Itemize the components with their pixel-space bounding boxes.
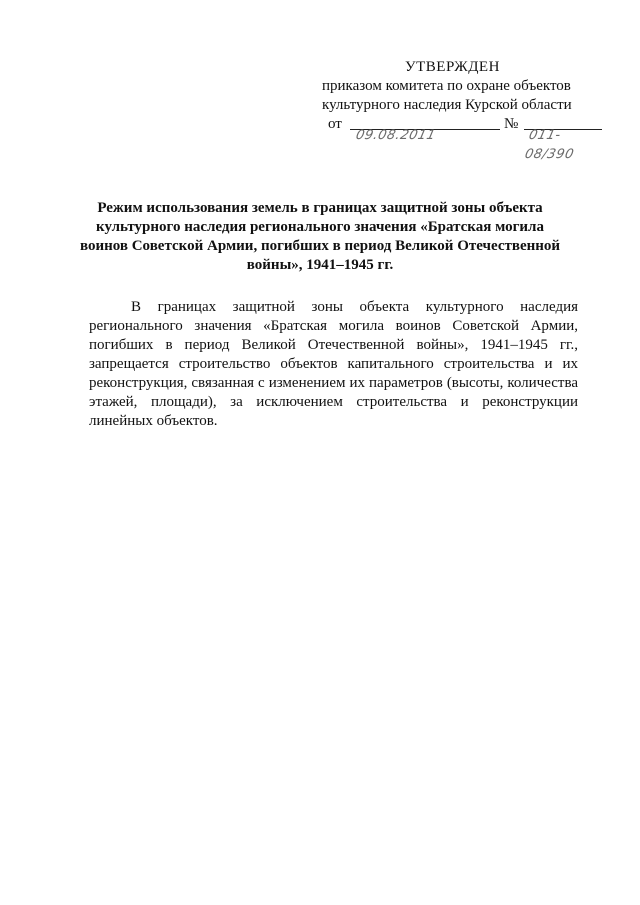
document-title: Режим использования земель в границах защитной зоны объекта культурного наследия регионального значения «Братская могила воинов Советской Армии, погибших в период Великой Отечественной войны», 1941–1945 гг.: [79, 200, 561, 273]
number-underline: [523, 128, 602, 162]
approval-line-region: культурного наследия Курской области: [322, 97, 572, 113]
handwritten-date: 09.08.2011: [354, 128, 438, 143]
number-sign: №: [504, 116, 519, 132]
document-body-paragraph: В границах защитной зоны объекта культурного наследия регионального значения «Братская могила воинов Советской Армии, погибших в период Великой Отечественной войны», 1941–1945 гг., запрещается строительство объектов капитального строительства и их реконструкция, связанная с изменением их параметров (высоты, количества этажей, площади), за исключением строительства и реконструкции линейных объектов.: [89, 299, 578, 429]
approval-line-committee: приказом комитета по охране объектов: [322, 78, 571, 94]
date-underline: [350, 128, 500, 143]
from-label: от: [328, 116, 342, 132]
approval-heading: УТВЕРЖДЕН: [405, 59, 500, 75]
handwritten-number: 011-08/390: [523, 128, 576, 162]
approval-date-number-row: [328, 115, 608, 162]
